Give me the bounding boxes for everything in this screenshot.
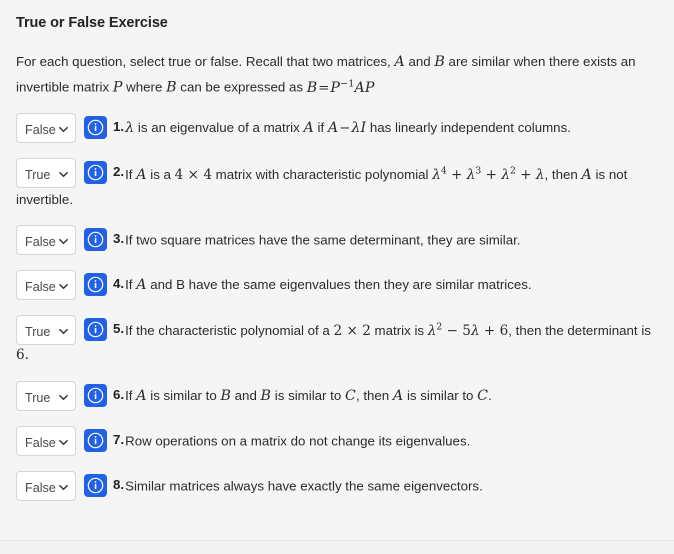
answer-select-6[interactable] [16,381,76,411]
question-row-8 [16,471,658,501]
info-icon[interactable] [84,228,107,251]
question-number-4: 4. [113,276,125,292]
question-row-1 [16,113,658,143]
intro-paragraph [16,51,658,99]
answer-select-2-value: True [25,167,51,182]
answer-select-5-value: True [25,324,51,339]
intro-var-a: A [394,54,405,70]
question-row-4 [16,270,658,300]
question-row-7 [16,426,658,456]
question-number-6: 6. [113,387,125,403]
answer-select-1-value: False [25,122,56,137]
question-text-5: If the characteristic polynomial of a 2 × 2 matrix is $\lambda^2 - 5\lambda + 6$, then the determinant is 6. [16,323,658,365]
info-icon[interactable] [84,273,107,296]
intro-text-part5: can be expressed as [176,79,307,95]
question-text-4: If A and B have the same eigenvalues then they are similar matrices. [125,276,532,293]
answer-select-3[interactable] [16,225,76,255]
answer-select-7-value: False [25,435,56,450]
card-bottom-divider [0,540,674,541]
info-icon[interactable] [84,318,107,341]
intro-var-b: B [434,54,445,70]
intro-text-part1: For each question, select true or false. Recall that two matrices, [16,54,395,69]
question-text-3: If two square matrices have the same determinant, they are similar. [125,232,521,248]
question-text-6: If A is similar to B and B is similar to C, then A is similar to C. [125,387,492,404]
question-text-1: λ is an eigenvalue of a matrix A if A−λI has linearly independent columns. [125,119,571,136]
questions-list [16,113,658,501]
question-number-1: 1. [113,119,125,135]
question-text-7: Row operations on a matrix do not change its eigenvalues. [125,433,471,449]
intro-var-p: P [112,79,123,96]
answer-select-4[interactable] [16,270,76,300]
question-text-2: If A is a 4 × 4 matrix with characteristic polynomial $\lambda^4 + \lambda^3 + \lambda^2 + \lambda$, then A is not invertible. [16,164,628,207]
question-row-6 [16,381,658,411]
info-icon[interactable] [84,161,107,184]
answer-select-4-value: False [25,279,56,294]
info-icon[interactable] [84,384,107,407]
info-icon[interactable] [84,429,107,452]
answer-select-3-value: False [25,234,56,249]
chevron-down-icon [59,237,68,246]
page-title: True or False Exercise [16,15,168,31]
chevron-down-icon [59,170,68,179]
info-icon[interactable] [84,116,107,139]
answer-select-8-value: False [25,480,56,495]
question-number-2: 2. [113,164,125,180]
question-row-5 [16,315,658,366]
answer-select-2[interactable] [16,158,76,188]
chevron-down-icon [59,393,68,402]
question-number-5: 5. [113,321,125,337]
intro-text-part4: where [122,79,167,95]
answer-select-1[interactable] [16,113,76,143]
answer-select-6-value: True [25,390,51,405]
intro-var-b2: B [166,79,177,96]
question-number-3: 3. [113,231,125,247]
info-icon[interactable] [84,474,107,497]
answer-select-5[interactable] [16,315,76,345]
chevron-down-icon [59,125,68,134]
chevron-down-icon [59,282,68,291]
question-row-2 [16,158,658,210]
intro-formula: $B=P^{-1}AP$ [306,78,375,96]
question-number-7: 7. [113,432,125,448]
chevron-down-icon [59,483,68,492]
question-row-3 [16,225,658,255]
question-text-8: Similar matrices always have exactly the same eigenvectors. [125,478,483,494]
chevron-down-icon [59,327,68,336]
question-5-tail: 6. [16,346,29,363]
answer-select-7[interactable] [16,426,76,456]
intro-text-part3: are similar when there exists an invertible matrix [16,54,636,95]
chevron-down-icon [59,438,68,447]
answer-select-8[interactable] [16,471,76,501]
question-number-8: 8. [113,477,125,493]
intro-text-part2: and [404,54,435,69]
